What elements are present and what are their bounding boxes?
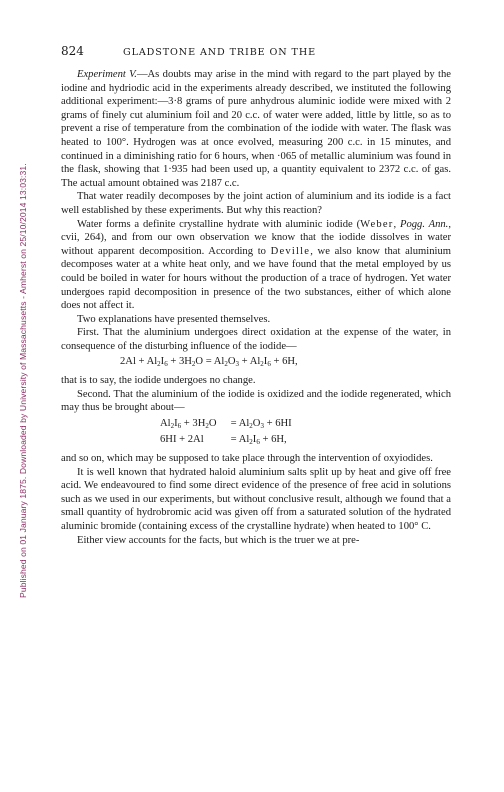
paragraph-why: That water readily decomposes by the joint action of aluminium and its iodide is a fact well established by these experiments. But why this reaction? (61, 191, 451, 216)
eq-right (228, 417, 292, 434)
author-weber: Weber (360, 218, 394, 230)
eq-term: + 3H (167, 356, 192, 368)
eq-subscript: 2 (224, 360, 228, 369)
eq-term: I (160, 356, 165, 368)
eq-subscript: 2 (260, 360, 264, 369)
page (61, 44, 451, 547)
eq-term: O (208, 417, 217, 429)
paragraph-experiment (61, 68, 451, 190)
equation-line-2 (160, 433, 451, 450)
equation-first (61, 355, 451, 372)
text-run: Water forms a definite crystalline hydrate with aluminic iodide ( (77, 218, 361, 230)
eq-term: + 6HI (263, 417, 292, 429)
eq-term: = Al (230, 434, 250, 446)
eq-term: I (174, 417, 178, 429)
paragraph-no-change: that is to say, the iodide undergoes no change. (61, 375, 256, 387)
eq-subscript: 6 (267, 360, 271, 369)
eq-left: 6HI + 2Al (160, 434, 204, 446)
eq-term: + Al (239, 356, 261, 368)
eq-subscript: 2 (249, 438, 253, 447)
paragraph-second: Second. That the aluminium of the iodide is oxidized and the iodide regenerated, which may thus be brought about— (61, 388, 451, 414)
eq-subscript: 6 (177, 421, 182, 430)
body-text (61, 68, 451, 547)
eq-subscript: 2 (191, 360, 196, 369)
running-head: GLADSTONE AND TRIBE ON THE (123, 47, 316, 58)
eq-term: = Al (230, 417, 250, 429)
equation-line-1 (160, 417, 451, 434)
paragraph-haloid: It is well known that hydrated haloid aluminium salts split up by heat and give off free acid. We endeavoured to find some direct evidence of the presence of free acid in solutions such as we used in our experiments, but without conclusive result, although we found that a small quantity of hydrobromic acid was given off from a saturated solution of the hydrated aluminic bromide (containing excess of the crystalline hydrate) when heated to 100° C. (61, 466, 451, 532)
eq-subscript: 2 (205, 421, 209, 430)
eq-term: O (252, 417, 261, 429)
paragraph-explanations: Two explanations have presented themselves. (77, 313, 271, 325)
eq-subscript: 2 (157, 360, 161, 369)
page-number: 824 (61, 44, 84, 58)
eq-subscript: 6 (256, 438, 260, 447)
paragraph-and-so-on: and so on, which may be supposed to take place through the intervention of oxyiodides. (61, 453, 433, 465)
paragraph-first: First. That the aluminium undergoes direct oxidation at the expense of the water, in consequence of the disturbing influence of the iodide— (61, 327, 451, 352)
eq-term: Al (160, 417, 171, 429)
eq-subscript: 2 (249, 421, 253, 430)
paragraph-either-view: Either view accounts for the facts, but which is the truer we at pre- (77, 534, 360, 546)
author-deville: Deville (270, 245, 311, 257)
eq-subscript: 6 (164, 360, 168, 369)
equation-second (61, 417, 451, 450)
text-run: , (393, 218, 400, 230)
eq-term: O = Al (195, 356, 225, 368)
eq-subscript: 3 (260, 421, 264, 430)
paragraph-text: —As doubts may arise in the mind with regard to the part played by the iodine and hydriodic acid in the experiments already described, we instituted the following additional experiment:—3·8 grams of pure anhydrous aluminic iodide were mixed with 2 grams of finely cut aluminium foil and 20 c.c. of water were added, little by little, so as to prevent a rise of temperature from the combination of the iodide with water. The flask was heated to 100°. Hydrogen was at once evolved, measuring 200 c.c. in 15 minutes, and continued in a diminishing ratio for 6 hours, when ·065 of metallic aluminium was found in the flask, showing that 1·935 had been used up, a quantity equivalent to 2372 c.c. of gas. The actual amount obtained was 2187 c.c. (61, 69, 451, 189)
experiment-heading: Experiment V. (77, 69, 137, 80)
eq-term: + 6H, (270, 356, 298, 368)
eq-term: + 6H, (259, 434, 287, 446)
eq-subscript: 2 (170, 421, 175, 430)
eq-right (228, 433, 287, 450)
eq-term: I (252, 434, 257, 446)
eq-term: 2Al + Al (120, 356, 158, 368)
eq-term: I (263, 356, 268, 368)
eq-subscript: 3 (235, 360, 240, 369)
text-run: , cvii, 264), and from our own observation we know that the iodide dissolves in water without apparent decomposition. According to (61, 218, 451, 257)
publication-note: Published on 01 January 1875. Downloaded by University of Massachusetts - Amherst on 25/10/2014 13:03:31. (18, 163, 28, 598)
text-run: , we also know that aluminium decomposes water at a white heat only, and we have found that the metal employed by us could be boiled in water for hours without the production of a trace of hydrogen. Yet water undergoes rapid decomposition in presence of the two substances, either of which alone does not affect it. (61, 245, 451, 312)
eq-left (160, 417, 228, 434)
paragraph-hydrate (61, 218, 451, 313)
eq-term: O (227, 356, 236, 368)
page-header (61, 44, 451, 62)
publication-sidebar (6, 40, 28, 600)
journal-citation: Pogg. Ann. (399, 218, 449, 230)
eq-term: + 3H (181, 417, 206, 429)
